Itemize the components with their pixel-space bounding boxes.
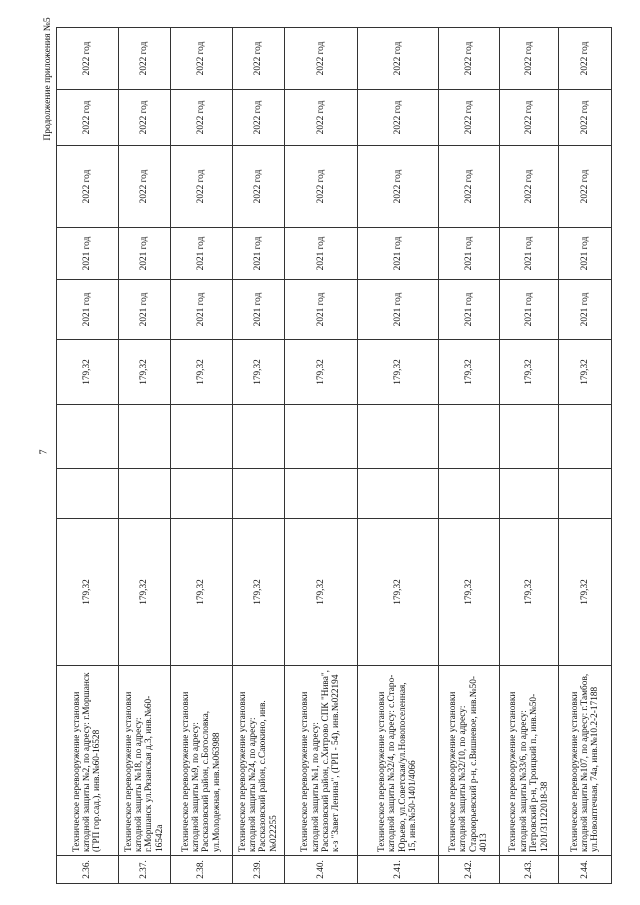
year-cell: 2021 год xyxy=(559,280,612,340)
cost-value: 179,32 xyxy=(118,340,171,405)
year-cell: 2021 год xyxy=(500,280,559,340)
empty-cell xyxy=(357,405,438,469)
row-number: 2.41. xyxy=(357,856,438,884)
project-table xyxy=(56,27,612,884)
year-cell: 2022 год xyxy=(357,146,438,228)
cost-value: 179,32 xyxy=(118,519,171,666)
table-body xyxy=(57,28,612,884)
cost-value: 179,32 xyxy=(171,340,233,405)
table-row xyxy=(285,28,358,884)
table-row xyxy=(118,28,171,884)
table-row xyxy=(559,28,612,884)
project-name: Техническое перевооружение установки катодной защиты №1, по адресу: Рассказовский район, с.Хитрово СПК "Нива", к-з "Завет Ленина", (ГРП - 54), инв.№022194 xyxy=(285,666,358,856)
year-cell: 2022 год xyxy=(500,28,559,90)
year-cell: 2022 год xyxy=(500,90,559,146)
cost-value: 179,32 xyxy=(500,340,559,405)
cost-value: 179,32 xyxy=(285,340,358,405)
table-row xyxy=(500,28,559,884)
year-cell: 2022 год xyxy=(57,28,119,90)
empty-cell xyxy=(232,469,285,519)
cost-value: 179,32 xyxy=(232,340,285,405)
year-cell: 2022 год xyxy=(57,146,119,228)
empty-cell xyxy=(285,405,358,469)
year-cell: 2022 год xyxy=(118,90,171,146)
row-number: 2.36. xyxy=(57,856,119,884)
year-cell: 2021 год xyxy=(559,228,612,280)
table-row xyxy=(438,28,500,884)
year-cell: 2022 год xyxy=(559,90,612,146)
year-cell: 2021 год xyxy=(118,280,171,340)
table-row xyxy=(171,28,233,884)
empty-cell xyxy=(438,405,500,469)
year-cell: 2022 год xyxy=(285,28,358,90)
table-row xyxy=(232,28,285,884)
empty-cell xyxy=(438,469,500,519)
year-cell: 2021 год xyxy=(171,280,233,340)
year-cell: 2021 год xyxy=(438,228,500,280)
cost-value: 179,32 xyxy=(285,519,358,666)
year-cell: 2022 год xyxy=(357,90,438,146)
year-cell: 2022 год xyxy=(438,28,500,90)
cost-value: 179,32 xyxy=(559,519,612,666)
empty-cell xyxy=(118,405,171,469)
year-cell: 2021 год xyxy=(232,280,285,340)
year-cell: 2021 год xyxy=(357,228,438,280)
appendix-continuation-note: Продолжение приложения №5 xyxy=(43,17,53,141)
cost-value: 179,32 xyxy=(57,519,119,666)
year-cell: 2022 год xyxy=(438,146,500,228)
project-name: Техническое перевооружение установки катодной защиты №9, по адресу: Рассказовский район, с.Богословка, ул.Молодежная, инв.№063988 xyxy=(171,666,233,856)
project-name: Техническое перевооружение установки катодной защиты №2, по адресу: г.Моршанск (ГРП гор.сад.), инв.№60-16528 xyxy=(57,666,119,856)
year-cell: 2021 год xyxy=(171,228,233,280)
year-cell: 2021 год xyxy=(118,228,171,280)
row-number: 2.44. xyxy=(559,856,612,884)
empty-cell xyxy=(357,469,438,519)
year-cell: 2022 год xyxy=(285,146,358,228)
project-name: Техническое перевооружение установки катодной защиты №33/6, по адресу: Петровский р-н, Троицкий п., инв.№50-1201/31122018-38 xyxy=(500,666,559,856)
empty-cell xyxy=(500,469,559,519)
empty-cell xyxy=(559,405,612,469)
table-container xyxy=(56,28,612,884)
row-number: 2.40. xyxy=(285,856,358,884)
cost-value: 179,32 xyxy=(438,340,500,405)
empty-cell xyxy=(118,469,171,519)
cost-value: 179,32 xyxy=(171,519,233,666)
year-cell: 2021 год xyxy=(57,280,119,340)
empty-cell xyxy=(57,405,119,469)
project-name: Техническое перевооружение установки катодной защиты №107, по адресу: г.Тамбов, ул.Новоаптечная, 74а, инв.№10.2-2-17188 xyxy=(559,666,612,856)
cost-value: 179,32 xyxy=(357,519,438,666)
year-cell: 2022 год xyxy=(171,28,233,90)
year-cell: 2022 год xyxy=(232,28,285,90)
year-cell: 2022 год xyxy=(559,28,612,90)
empty-cell xyxy=(171,469,233,519)
year-cell: 2022 год xyxy=(171,146,233,228)
row-number: 2.43. xyxy=(500,856,559,884)
empty-cell xyxy=(57,469,119,519)
row-number: 2.37. xyxy=(118,856,171,884)
year-cell: 2022 год xyxy=(500,146,559,228)
row-number: 2.39. xyxy=(232,856,285,884)
year-cell: 2021 год xyxy=(285,280,358,340)
cost-value: 179,32 xyxy=(559,340,612,405)
year-cell: 2022 год xyxy=(232,90,285,146)
table-row xyxy=(57,28,119,884)
year-cell: 2021 год xyxy=(500,228,559,280)
row-number: 2.38. xyxy=(171,856,233,884)
year-cell: 2022 год xyxy=(357,28,438,90)
cost-value: 179,32 xyxy=(357,340,438,405)
project-name: Техническое перевооружение установки катодной защиты №32/10, по адресу: Староюрьевский р-н, с.Вишневое, инв.№50-4013 xyxy=(438,666,500,856)
year-cell: 2022 год xyxy=(232,146,285,228)
year-cell: 2021 год xyxy=(57,228,119,280)
empty-cell xyxy=(171,405,233,469)
cost-value: 179,32 xyxy=(57,340,119,405)
year-cell: 2021 год xyxy=(357,280,438,340)
year-cell: 2022 год xyxy=(118,146,171,228)
row-number: 2.42. xyxy=(438,856,500,884)
page-number: 7 xyxy=(38,449,50,455)
year-cell: 2022 год xyxy=(285,90,358,146)
year-cell: 2022 год xyxy=(438,90,500,146)
year-cell: 2022 год xyxy=(118,28,171,90)
year-cell: 2021 год xyxy=(232,228,285,280)
year-cell: 2021 год xyxy=(285,228,358,280)
empty-cell xyxy=(559,469,612,519)
table-row xyxy=(357,28,438,884)
empty-cell xyxy=(232,405,285,469)
empty-cell xyxy=(285,469,358,519)
year-cell: 2022 год xyxy=(559,146,612,228)
project-name: Техническое перевооружение установки катодной защиты №18, по адресу: г.Моршанск ул.Рязанская д.3, инв.№60-16542а xyxy=(118,666,171,856)
year-cell: 2021 год xyxy=(438,280,500,340)
project-name: Техническое перевооружение установки катодной защиты №24, по адресу: Рассказовский район, с.Саюкино, инв.№022255 xyxy=(232,666,285,856)
cost-value: 179,32 xyxy=(232,519,285,666)
year-cell: 2022 год xyxy=(171,90,233,146)
year-cell: 2022 год xyxy=(57,90,119,146)
cost-value: 179,32 xyxy=(438,519,500,666)
project-name: Техническое перевооружение установки катодной защиты №32/4, по адресу: с.Старо-Юрьево, ул.Советская/ул.Новопоселенная, 15, инв.№50-1401/4066 xyxy=(357,666,438,856)
cost-value: 179,32 xyxy=(500,519,559,666)
empty-cell xyxy=(500,405,559,469)
